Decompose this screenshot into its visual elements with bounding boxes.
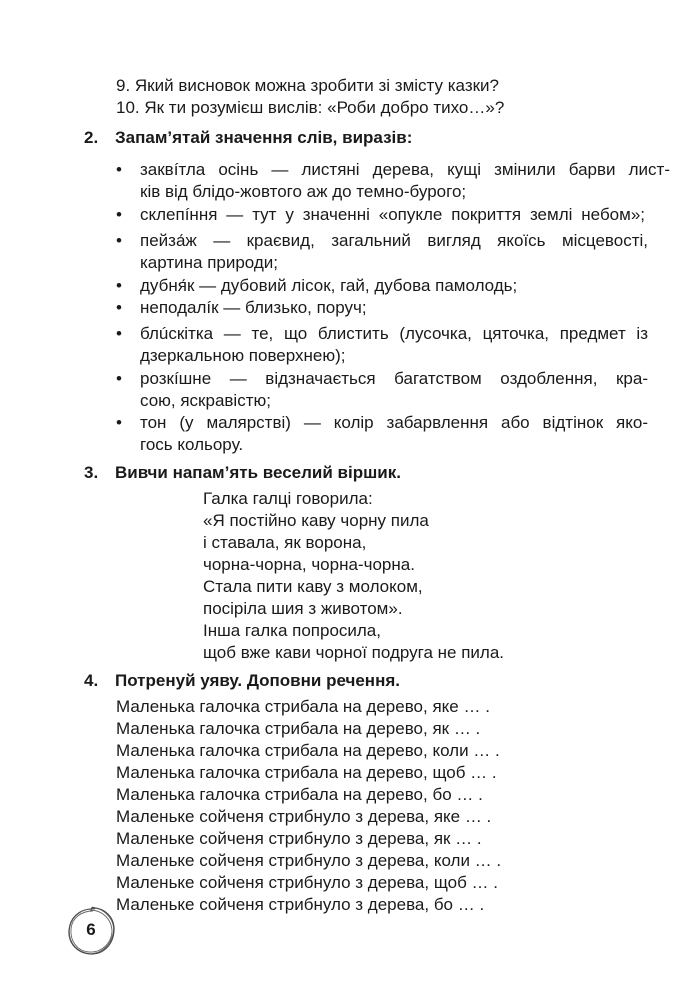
poem-line: «Я постійно каву чорну пила [203, 511, 429, 530]
task-3-heading [84, 462, 401, 484]
question-9: 9. Який висновок можна зробити зі змісту казки? [116, 76, 499, 95]
glossary-item-zakvitla-line-2: ків від блідо-жовтого аж до темно-бурого; [140, 182, 467, 201]
task-2-number: 2. [84, 128, 99, 147]
glossary-item-bliskitka-line-2: дзеркальною поверхнею); [140, 346, 346, 365]
bullet-icon: • [116, 298, 122, 317]
poem-line: Стала пити каву з молоком, [203, 577, 423, 596]
glossary-item-bliskitka-line-1: блúскітка — те, що блистить (лусочка, цяточка, предмет із [140, 324, 648, 343]
glossary-item-rozkishne-line-1: розкíшне — відзначається багатством оздоблення, кра- [140, 369, 648, 388]
glossary-item-rozkishne-line-2: сою, яскравістю; [140, 391, 271, 410]
glossary-item-nepodalik: неподалíк — близько, поруч; [140, 298, 367, 317]
glossary-item-peizazh-line-1: пейза́ж — краєвид, загальний вигляд якоїсь місцевості, [140, 231, 648, 250]
glossary-item-sklepinnia: склепíння — тут у значенні «опукле покриття землі небом»; [140, 205, 645, 224]
sentence-item: Маленька галочка стрибала на дерево, коли … . [116, 741, 500, 760]
bullet-icon: • [116, 324, 122, 343]
question-10: 10. Як ти розумієш вислів: «Роби добро тихо…»? [116, 98, 505, 117]
sentence-item: Маленька галочка стрибала на дерево, як … . [116, 719, 481, 738]
sentence-item: Маленьке сойченя стрибнуло з дерева, як … . [116, 829, 482, 848]
glossary-item-zakvitla-line-1: заквíтла осінь — листяні дерева, кущі змінили барви лист- [140, 160, 670, 179]
sentence-item: Маленьке сойченя стрибнуло з дерева, щоб … . [116, 873, 498, 892]
bullet-icon: • [116, 369, 122, 388]
task-3-number: 3. [84, 463, 99, 482]
sentence-item: Маленька галочка стрибала на дерево, яке … . [116, 697, 490, 716]
poem-line: і ставала, як ворона, [203, 533, 367, 552]
glossary-item-ton-line-1: тон (у малярстві) — колір забарвлення або відтінок яко- [140, 413, 648, 432]
task-2-heading [84, 127, 412, 149]
poem-line: чорна-чорна, чорна-чорна. [203, 555, 415, 574]
sentence-item: Маленька галочка стрибала на дерево, бо … . [116, 785, 483, 804]
glossary-item-peizazh-line-2: картина природи; [140, 253, 279, 272]
bullet-icon: • [116, 205, 122, 224]
page-number-badge [64, 904, 118, 958]
task-4-title: Потренуй уяву. Доповни речення. [115, 671, 400, 690]
bullet-icon: • [116, 276, 122, 295]
bullet-icon: • [116, 413, 122, 432]
poem-line: посіріла шия з животом». [203, 599, 403, 618]
poem-line: Галка галці говорила: [203, 489, 373, 508]
sentence-item: Маленьке сойченя стрибнуло з дерева, коли … . [116, 851, 502, 870]
sentence-item: Маленьке сойченя стрибнуло з дерева, яке … . [116, 807, 492, 826]
task-2-title: Запам’ятай значення слів, виразів: [115, 128, 413, 147]
sentence-item: Маленька галочка стрибала на дерево, щоб … . [116, 763, 497, 782]
page-number: 6 [86, 920, 96, 939]
glossary-item-ton-line-2: гось кольору. [140, 435, 244, 454]
poem-line: Інша галка попросила, [203, 621, 381, 640]
sentence-item: Маленьке сойченя стрибнуло з дерева, бо … . [116, 895, 485, 914]
bullet-icon: • [116, 160, 122, 179]
poem-line: щоб вже кави чорної подруга не пила. [203, 643, 505, 662]
task-3-title: Вивчи напам’ять веселий віршик. [115, 463, 401, 482]
task-4-number: 4. [84, 671, 99, 690]
bullet-icon: • [116, 231, 122, 250]
glossary-item-dubniak: дубня́к — дубовий лісок, гай, дубова памолодь; [140, 276, 518, 295]
task-4-heading [84, 670, 400, 692]
